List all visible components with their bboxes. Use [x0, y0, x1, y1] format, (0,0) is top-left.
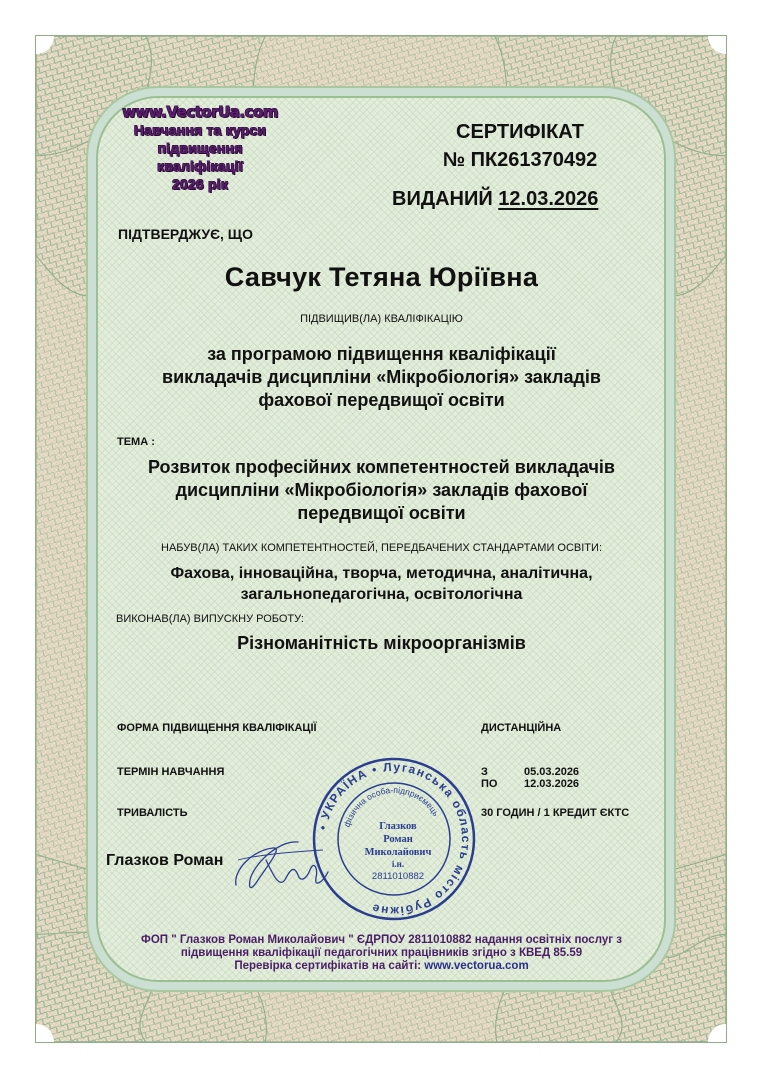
- competencies-line: загальнопедагогічна, освітологічна: [240, 586, 523, 603]
- certificate-title: СЕРТИФІКАТ: [456, 121, 584, 143]
- theme-line: Розвиток професійних компетентностей викладачів: [148, 457, 615, 477]
- issued-label: ВИДАНИЙ: [392, 188, 493, 210]
- term-from-date: 05.03.2026: [524, 766, 580, 778]
- promo-block: [95, 103, 305, 193]
- svg-text:фізична особа-підприємець: фізична особа-підприємець: [341, 784, 442, 829]
- promo-line: підвищення: [157, 140, 243, 156]
- issued-line: [392, 188, 598, 211]
- confirms-label: ПІДТВЕРДЖУЄ, ЩО: [118, 226, 253, 242]
- term-label: ТЕРМІН НАВЧАННЯ: [117, 766, 225, 778]
- svg-text:2811010882: 2811010882: [371, 871, 425, 882]
- program-line: за програмою підвищення кваліфікації: [207, 344, 556, 364]
- footer-verify-label: Перевірка сертифікатів на сайті:: [234, 960, 425, 972]
- svg-text:і.н.: і.н.: [391, 859, 405, 869]
- theme-line: дисципліни «Мікробіологія» закладів фахової: [175, 480, 588, 500]
- program-text: [0, 343, 763, 412]
- promo-line: кваліфікації: [157, 158, 243, 174]
- competencies-text: [0, 563, 763, 605]
- official-stamp-icon: [310, 755, 478, 923]
- svg-text:Глазков: Глазков: [379, 821, 417, 832]
- term-to-date: 12.03.2026: [524, 778, 580, 790]
- certificate-number: № ПК261370492: [442, 149, 598, 171]
- competencies-line: Фахова, інноваційна, творча, методична, аналітична,: [170, 565, 593, 582]
- term-to-label: ПО: [481, 778, 498, 790]
- promo-line: 2026 рік: [171, 176, 229, 192]
- final-work-title: Різноманітність мікроорганізмів: [237, 633, 526, 653]
- signer-name: Глазков Роман: [106, 852, 224, 869]
- svg-text:• УКРАЇНА • Луганська область: • УКРАЇНА • Луганська область місто Рубіжне: [315, 759, 474, 919]
- duration-value: 30 ГОДИН / 1 КРЕДИТ ЄКТС: [481, 807, 630, 819]
- verify-site-link[interactable]: www.vectorua.com: [424, 960, 529, 972]
- form-label: ФОРМА ПІДВИЩЕННЯ КВАЛІФІКАЦІЇ: [117, 722, 317, 734]
- svg-text:Роман: Роман: [383, 834, 413, 845]
- raised-qualification-label: ПІДВИЩИВ(ЛА) КВАЛІФІКАЦІЮ: [300, 313, 463, 325]
- promo-line: Навчання та курси: [133, 122, 267, 138]
- footer-line: ФОП " Глазков Роман Миколайович " ЄДРПОУ 2811010882 надання освітніх послуг з: [141, 934, 622, 946]
- footer-verify-line: [0, 960, 763, 973]
- certificate-title-block: [380, 118, 660, 174]
- theme-line: передвищої освіти: [297, 503, 466, 523]
- issued-date: 12.03.2026: [498, 188, 599, 210]
- program-line: фахової передвищої освіти: [258, 390, 505, 410]
- program-line: викладачів дисципліни «Мікробіологія» закладів: [162, 367, 601, 387]
- duration-label: ТРИВАЛІСТЬ: [117, 807, 188, 819]
- recipient-name: Савчук Тетяна Юріївна: [224, 262, 539, 292]
- form-value: ДИСТАНЦІЙНА: [481, 722, 562, 734]
- footer-legal: [0, 934, 763, 973]
- competencies-label: НАБУВ(ЛА) ТАКИХ КОМПЕТЕНТНОСТЕЙ, ПЕРЕДБАЧЕНИХ СТАНДАРТАМИ ОСВІТИ:: [161, 542, 602, 554]
- theme-label: ТЕМА :: [117, 436, 155, 448]
- svg-text:Миколайович: Миколайович: [364, 847, 432, 858]
- final-work-label: ВИКОНАВ(ЛА) ВИПУСКНУ РОБОТУ:: [116, 613, 304, 625]
- theme-text: [0, 456, 763, 525]
- footer-line: підвищення кваліфікації педагогічних працівників згідно з КВЕД 85.59: [180, 947, 583, 959]
- term-from-label: З: [481, 766, 488, 778]
- promo-site: www.VectorUa.com: [122, 103, 278, 121]
